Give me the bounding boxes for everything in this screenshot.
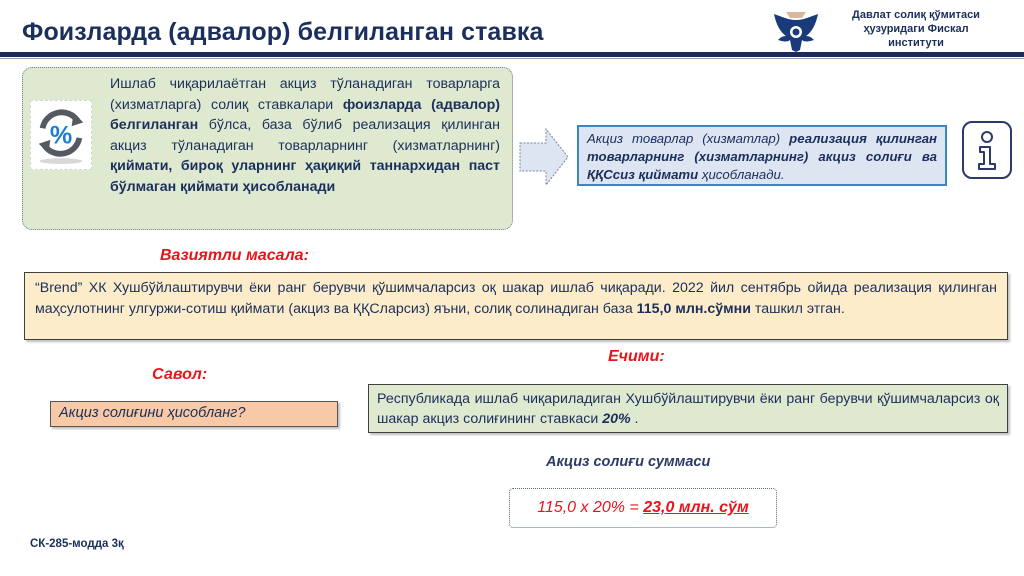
right-arrow-icon — [518, 127, 570, 187]
problem-text-bold: 115,0 млн.сўмни — [636, 300, 751, 317]
percent-cycle-icon — [30, 100, 92, 170]
problem-text-part: ташкил этган. — [750, 300, 845, 317]
question-label: Савол: — [152, 366, 208, 383]
solution-box — [368, 384, 1008, 433]
org-name-line: институти — [888, 37, 944, 49]
problem-label: Вазиятли масала: — [160, 247, 309, 264]
note-text-part: Акциз товарлар (хизматлар) — [587, 131, 790, 146]
solution-text-part: Республикада ишлаб чиқариладиган Хушбўйлаштирувчи ёки ранг берувчи қўшимчаларсиз оқ шакар акциз солиғининг ставкаси — [377, 391, 999, 427]
formula-expression: 115,0 х 20% = — [537, 499, 644, 516]
header-divider-thin — [0, 58, 1024, 59]
question-box: Акциз солиғини ҳисобланг? — [50, 401, 338, 427]
eagle-emblem-icon — [772, 10, 820, 54]
solution-label: Ечими: — [608, 348, 665, 365]
formula-result: 23,0 млн. сўм — [643, 499, 749, 516]
solution-text-part: . — [630, 411, 639, 427]
tax-rate-value: 20% — [602, 411, 631, 427]
definition-text-bold: қиймати, бироқ уларнинг ҳақиқий таннархидан паст бўлмаган қиймати ҳисобланади — [110, 158, 500, 195]
problem-box — [24, 272, 1008, 340]
org-name-line: Давлат солиқ қўмитаси — [852, 9, 980, 21]
organization-name — [836, 8, 996, 50]
definition-text — [110, 74, 500, 197]
note-text-bold: реализация қилинган товарларнинг (хизматларнинг) акциз солиғи ва ҚҚСсиз қиймати — [587, 131, 938, 182]
definition-text-bold: фоизларда (адвалор) белгиланган — [110, 96, 501, 133]
svg-text:%: % — [49, 121, 73, 150]
formula-box — [509, 488, 777, 528]
definition-text-part: бўлса, база бўлиб реализация қилинган акциз тўланадиган товарларнинг (хизматларнинг) — [110, 117, 500, 154]
org-name-line: ҳузуридаги Фискал — [863, 23, 969, 35]
page-title: Фоизларда (адвалор) белгиланган ставка — [22, 18, 544, 46]
problem-text-part: “Brend” ХК Хушбўйлаштирувчи ёки ранг берувчи қўшимчаларсиз оқ шакар ишлаб чиқаради. 2022 йил сентябрь ойида реализация қилинган маҳсулотнинг улгуржи-сотиш қиймати (акциз ва ҚҚСларсиз) яъни, солиқ солинадиган база — [35, 280, 997, 317]
info-icon — [961, 120, 1013, 180]
calculation-title: Акциз солиғи суммаси — [546, 454, 711, 470]
legal-reference: СК-285-модда 3қ — [30, 538, 124, 550]
definition-text-part: Ишлаб чиқарилаётган акциз тўланадиган товарларга (хизматларга) солиқ ставкалари — [110, 76, 500, 113]
note-box — [577, 125, 947, 186]
note-text-part: ҳисобланади. — [698, 167, 785, 182]
header-divider — [0, 52, 1024, 57]
